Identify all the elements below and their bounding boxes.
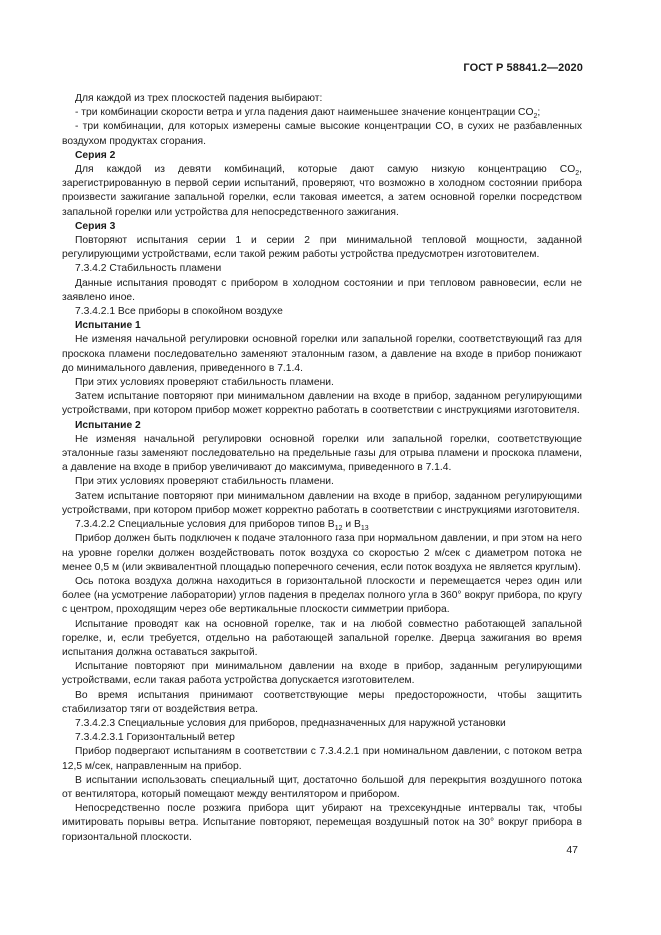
document-body — [62, 92, 582, 845]
section-heading: Испытание 2 — [75, 419, 141, 431]
paragraph: Повторяют испытания серии 1 и серии 2 при минимальной тепловой мощности, заданной регулирующими устройствами, если такой режим работы устройства предусмотрен изготовителем. — [62, 235, 582, 261]
paragraph: В испытании использовать специальный щит, достаточно большой для перекрытия воздушного потока от вентилятора, который помещают между вентилятором и прибором. — [62, 774, 582, 800]
list-item — [62, 106, 582, 120]
text-run: , зарегистрированную в первой серии испытаний, проверяют, что возможно в холодном состоянии прибора произвести зажигание запальной горелки, если таковая имеется, а затем основной горелки посредством запальной горелки или устройства для непосредственного зажигания. — [62, 164, 582, 218]
paragraph: Затем испытание повторяют при минимальном давлении на входе в прибор, заданном регулирующими устройствами, при котором прибор может корректно работать в соответствии с инструкциями изготовителя. — [62, 490, 582, 516]
text-run: и B — [342, 519, 361, 531]
subsection-title: 7.3.4.2.3 Специальные условия для приборов, предназначенных для наружной установки — [75, 717, 506, 729]
paragraph: Ось потока воздуха должна находиться в горизонтальной плоскости и перемещается через один или более (на усмотрение лаборатории) углов падения в пределах полного угла в 360° вокруг прибора, по кругу с центром, проходящим через обе вертикальные плоскости симметрии прибора. — [62, 575, 582, 616]
document-header: ГОСТ Р 58841.2—2020 — [463, 62, 583, 74]
subscript: 12 — [334, 525, 343, 533]
paragraph: Во время испытания принимают соответствующие меры предосторожности, чтобы защитить стабилизатор тяги от воздействия ветра. — [62, 689, 582, 715]
text-run: - три комбинации скорости ветра и угла падения дают наименьшее значение концентрации CO — [75, 107, 534, 119]
subscript: 13 — [360, 525, 369, 533]
text-run: ; — [537, 107, 541, 119]
subsection-title: 7.3.4.2.3.1 Горизонтальный ветер — [75, 732, 235, 744]
paragraph: Непосредственно после розжига прибора щит убирают на трехсекундные интервалы так, чтобы имитировать порывы ветра. Испытание повторяют, перемещая воздушный поток на 30° вокруг прибора в горизонтальной плоскости. — [62, 803, 582, 843]
text-run: Для каждой из девяти комбинаций, которые дают самую низкую концентрацию CO — [75, 164, 576, 176]
section-heading: Испытание 1 — [75, 320, 141, 332]
paragraph: Испытание проводят как на основной горелке, так и на любой совместно работающей запальной горелке, и, если требуется, отдельно на работающей запальной горелке. Дверца зажигания во время испытания должна оставаться закрытой. — [62, 618, 582, 658]
subscript: 2 — [575, 170, 580, 178]
subsection-title — [62, 518, 582, 532]
list-item: - три комбинации, для которых измерены самые высокие концентрации CO, в сухих не разбавленных воздухом продуктах сгорания. — [62, 121, 582, 147]
paragraph: При этих условиях проверяют стабильность пламени. — [75, 476, 334, 488]
subsection-title: 7.3.4.2.1 Все приборы в спокойном воздухе — [75, 306, 283, 318]
text-run: 7.3.4.2.2 Специальные условия для приборов типов B — [75, 519, 335, 531]
page-number: 47 — [566, 844, 578, 856]
section-heading: Серия 3 — [75, 220, 116, 232]
paragraph: При этих условиях проверяют стабильность пламени. — [75, 377, 334, 389]
subsection-title: 7.3.4.2 Стабильность пламени — [75, 263, 222, 275]
section-heading: Серия 2 — [75, 149, 116, 161]
paragraph: Не изменяя начальной регулировки основной горелки или запальной горелки, соответствующий газ для проскока пламени последовательно заменяют эталонным газом, а давление на входе в прибор понижают до минимального давления, приведенного в 7.1.4. — [62, 334, 582, 374]
paragraph: Испытание повторяют при минимальном давлении на входе в прибор, заданным регулирующими устройствами, если такая работа устройства допускается изготовителем. — [62, 661, 582, 687]
paragraph: Данные испытания проводят с прибором в холодном состоянии и при тепловом равновесии, если не заявлено иное. — [62, 277, 582, 303]
paragraph — [62, 163, 582, 220]
subscript: 2 — [533, 113, 538, 121]
paragraph: Прибор должен быть подключен к подаче эталонного газа при нормальном давлении, и при этом на него на уровне горелки должен воздействовать поток воздуха со скоростью 2 м/сек с диаметром потока не менее 0,5 м (или эквивалентной площадью поперечного сечения, если поток воздуха не является круглым). — [62, 533, 582, 573]
paragraph: Не изменяя начальной регулировки основной горелки или запальной горелки, соответствующие эталонные газы заменяют последовательно на предельные газы для отрыва пламени и проскока пламени, а давление на входе в прибор увеличивают до максимума, приведенного в 7.1.4. — [62, 433, 582, 474]
paragraph: Прибор подвергают испытаниям в соответствии с 7.3.4.2.1 при номинальном давлении, с потоком ветра 12,5 м/сек, направленным на прибор. — [62, 746, 582, 772]
paragraph: Затем испытание повторяют при минимальном давлении на входе в прибор, заданном регулирующими устройствами, при котором прибор может корректно работать в соответствии с инструкциями изготовителя. — [62, 391, 582, 417]
paragraph: Для каждой из трех плоскостей падения выбирают: — [75, 93, 323, 104]
